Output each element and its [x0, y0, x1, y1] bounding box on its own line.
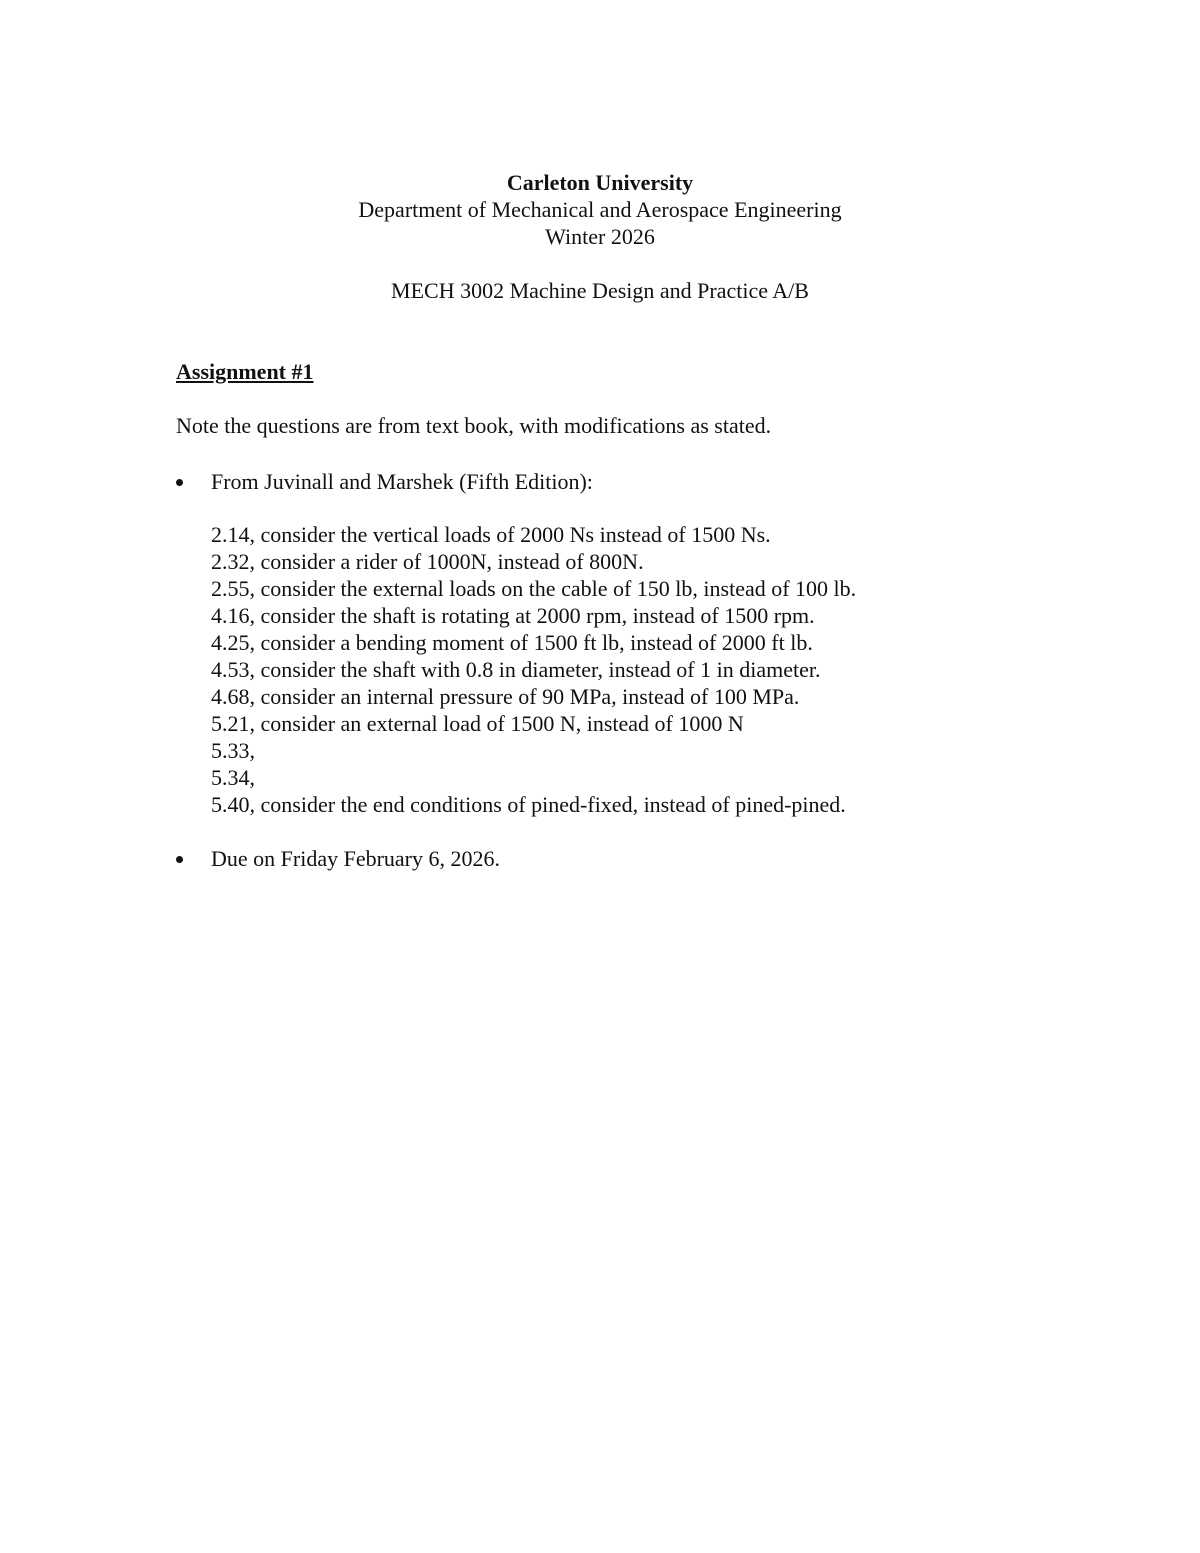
question-item: 4.25, consider a bending moment of 1500 ft lb, instead of 2000 ft lb. — [211, 630, 813, 655]
question-item: 5.40, consider the end conditions of pined-fixed, instead of pined-pined. — [211, 792, 846, 817]
question-item: 2.55, consider the external loads on the cable of 150 lb, instead of 100 lb. — [211, 576, 857, 601]
question-item: 2.32, consider a rider of 1000N, instead of 800N. — [211, 549, 644, 574]
assignment-note: Note the questions are from text book, with modifications as stated. — [176, 413, 772, 438]
department-name: Department of Mechanical and Aerospace Engineering — [358, 197, 842, 222]
university-name: Carleton University — [506, 170, 694, 195]
due-bullet-item — [176, 845, 1126, 872]
assignment-title: Assignment #1 — [176, 359, 314, 384]
course-title: MECH 3002 Machine Design and Practice A/B — [391, 278, 809, 303]
question-item: 4.53, consider the shaft with 0.8 in diameter, instead of 1 in diameter. — [211, 657, 821, 682]
question-item: 2.14, consider the vertical loads of 2000 Ns instead of 1500 Ns. — [211, 522, 771, 547]
document-header — [0, 169, 1200, 304]
source-bullet-item — [176, 468, 1126, 495]
bullet-icon — [176, 856, 183, 863]
question-item: 5.21, consider an external load of 1500 N, instead of 1000 N — [211, 711, 744, 736]
question-item: 5.33, — [211, 738, 255, 763]
term: Winter 2026 — [545, 224, 655, 249]
assignment-body — [176, 358, 1126, 872]
question-item: 4.68, consider an internal pressure of 90 MPa, instead of 100 MPa. — [211, 684, 800, 709]
question-item: 4.16, consider the shaft is rotating at 2000 rpm, instead of 1500 rpm. — [211, 603, 815, 628]
question-item: 5.34, — [211, 765, 255, 790]
source-bullet-text: From Juvinall and Marshek (Fifth Edition): — [211, 469, 593, 494]
bullet-icon — [176, 479, 183, 486]
due-date-text: Due on Friday February 6, 2026. — [211, 846, 501, 871]
header-spacer — [0, 250, 1200, 277]
question-list — [211, 521, 1126, 818]
